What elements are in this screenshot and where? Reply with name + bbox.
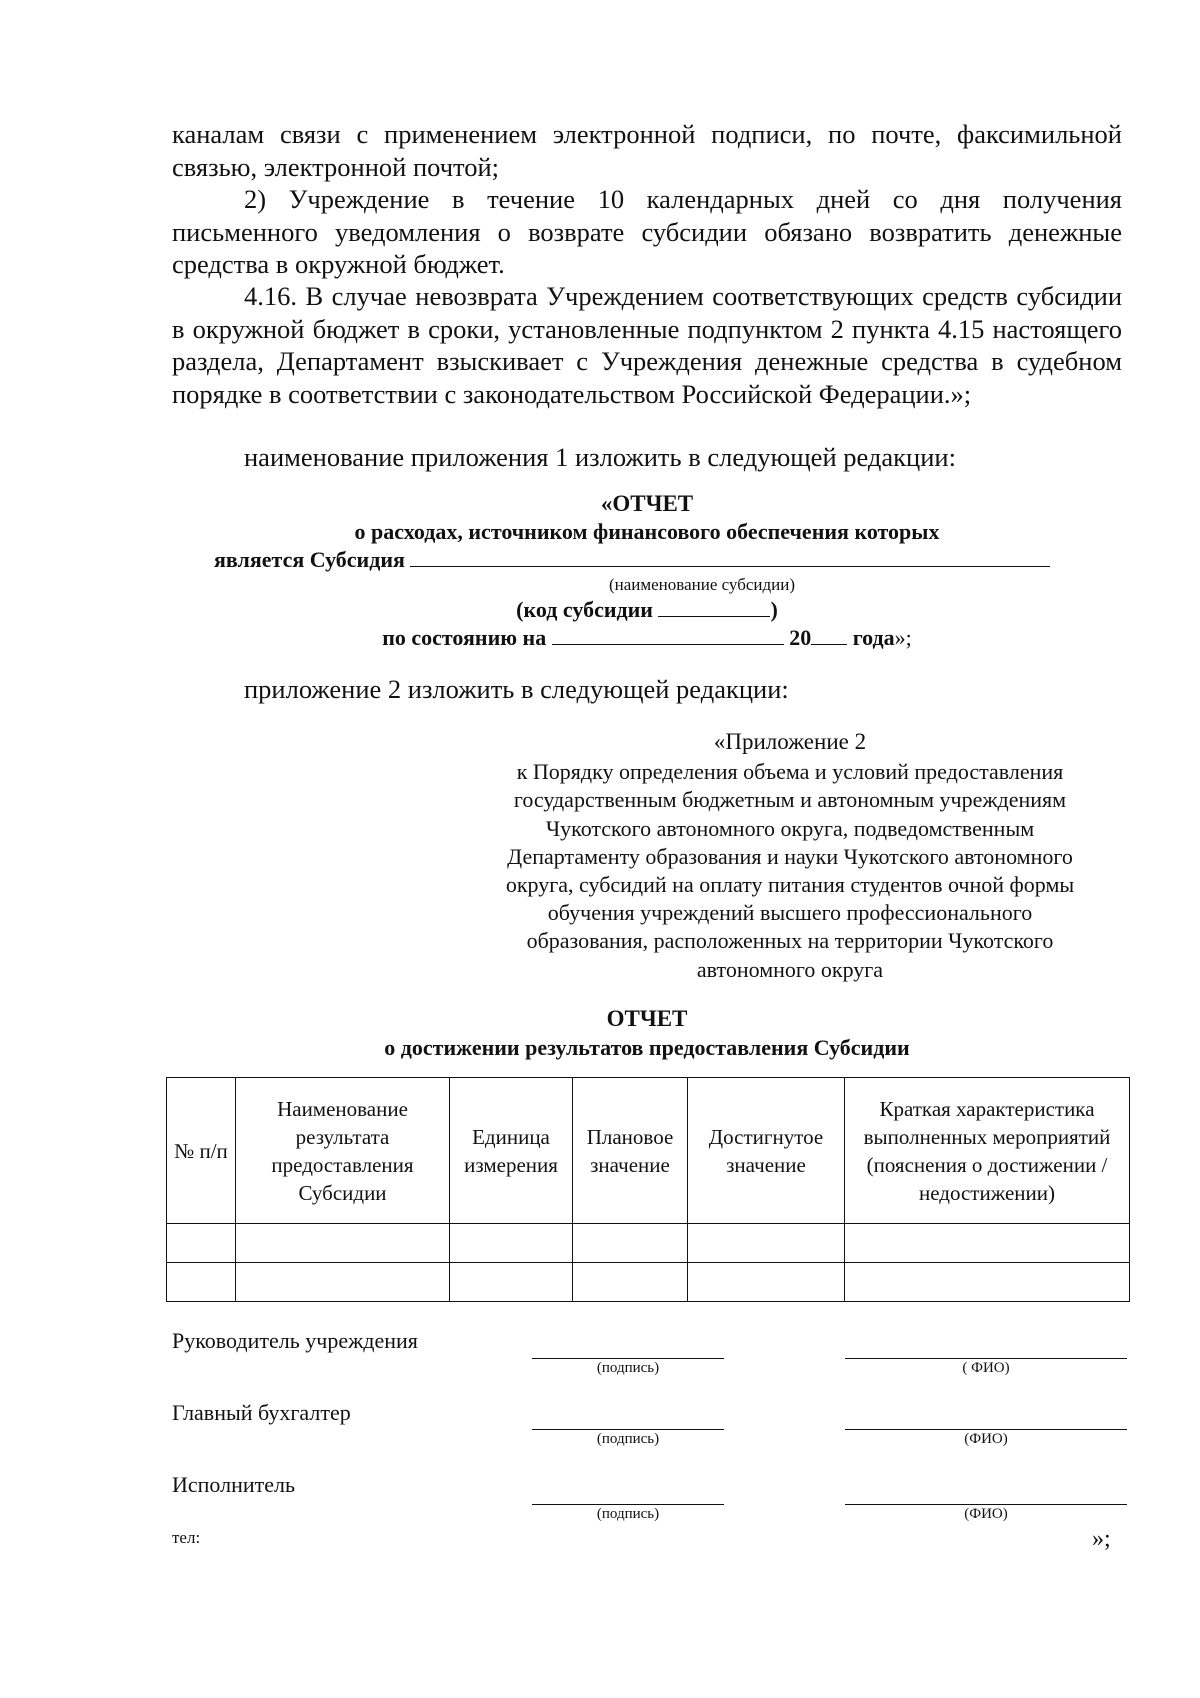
report1-title: «ОТЧЕТ — [600, 491, 694, 516]
signature-role-executor: Исполнитель — [172, 1472, 296, 1497]
report1-date-end: »; — [894, 625, 912, 650]
report1-date-line — [172, 624, 1122, 652]
table-cell — [450, 1224, 573, 1263]
results-table — [166, 1077, 1130, 1302]
table-cell — [236, 1224, 450, 1263]
table-row — [167, 1224, 1130, 1263]
appendix-line: Чукотского автономного округа, подведомственным — [545, 815, 1035, 841]
signature-caption: (подпись) — [596, 1431, 660, 1447]
signature-caption: (подпись) — [596, 1360, 660, 1376]
table-header-row — [167, 1078, 1130, 1224]
paragraph-continuation: каналам связи с применением электронной подписи, по почте, факсимильной связью, электронной почтой; — [172, 119, 1122, 182]
table-cell — [845, 1263, 1130, 1302]
table-cell — [688, 1263, 845, 1302]
col-header-planned: Плановое значение — [573, 1078, 688, 1224]
tel-label: тел: — [172, 1528, 201, 1547]
appendix-line: автономного округа — [696, 956, 884, 982]
subsidy-code-line — [658, 598, 770, 617]
table-cell — [845, 1224, 1130, 1263]
report1-line2-text: является Субсидия — [214, 547, 405, 572]
col-header-unit: Единица измерения — [450, 1078, 573, 1224]
report2-heading — [172, 1004, 1122, 1062]
signature-line — [532, 1504, 724, 1505]
appendix-line: обучения учреждений высшего профессионального — [547, 900, 1033, 926]
report1-line2 — [172, 546, 1122, 574]
report1-year-prefix: 20 — [789, 625, 812, 650]
appendix-line: образования, расположенных на территории Чукотского — [526, 928, 1054, 954]
signature-role-accountant: Главный бухгалтер — [172, 1400, 351, 1425]
table-cell — [573, 1224, 688, 1263]
table-cell — [236, 1263, 450, 1302]
subsidy-name-line — [410, 548, 1050, 567]
appendix-line: государственным бюджетным и автономным учреждениям — [513, 787, 1067, 813]
appendix-line: к Порядку определения объема и условий предоставления — [516, 759, 1064, 785]
report1-code-line — [172, 596, 1122, 624]
table-cell — [573, 1263, 688, 1302]
name-caption: (ФИО) — [964, 1431, 1008, 1447]
appendix-line: «Приложение 2 — [713, 729, 867, 754]
name-line — [845, 1429, 1127, 1430]
report-year-line — [811, 626, 847, 645]
col-header-description: Краткая характеристика выполненных мероприятий (пояснения о достижении / недостижении) — [845, 1078, 1130, 1224]
paragraph-4-16: 4.16. В случае невозврата Учреждением соответствующих средств субсидии в окружной бюджет в сроки, установленные подпунктом 2 пункта 4.15 настоящего раздела, Департамент взыскивает с Учреждения денежные средства в судебном порядке в соответствии с законодательством Российской Федерации.»; — [172, 281, 1122, 409]
report1-heading — [172, 490, 1122, 652]
appendix-line: Департаменту образования и науки Чукотского автономного — [507, 843, 1073, 869]
table-cell — [167, 1263, 236, 1302]
signature-role-head: Руководитель учреждения — [172, 1328, 418, 1353]
report1-code-text: (код субсидии — [516, 597, 653, 622]
signature-line — [532, 1358, 724, 1359]
table-cell — [688, 1224, 845, 1263]
report1-line1: о расходах, источником финансового обеспечения которых — [354, 519, 940, 544]
report1-year-text: года — [852, 625, 895, 650]
name-caption: ( ФИО) — [962, 1360, 1010, 1376]
report-date-line — [552, 626, 784, 645]
closing-quote: »; — [1092, 1526, 1111, 1552]
table-row — [167, 1263, 1130, 1302]
report2-subtitle: о достижении результатов предоставления Субсидии — [384, 1035, 910, 1060]
report1-caption: (наименование субсидии) — [608, 575, 796, 594]
table-cell — [167, 1224, 236, 1263]
paragraph-item-2: 2) Учреждение в течение 10 календарных дней со дня получения письменного уведомления о возврате субсидии обязано возвратить денежные средства в окружной бюджет. — [172, 184, 1122, 279]
paragraph-annex2-instruction: приложение 2 изложить в следующей редакции: — [244, 674, 789, 704]
report1-date-text: по состоянию на — [382, 625, 547, 650]
report2-title: ОТЧЕТ — [606, 1006, 688, 1031]
name-line — [845, 1358, 1127, 1359]
col-header-achieved: Достигнутое значение — [688, 1078, 845, 1224]
table-cell — [450, 1263, 573, 1302]
name-caption: (ФИО) — [964, 1506, 1008, 1522]
signature-caption: (подпись) — [596, 1506, 660, 1522]
col-header-result-name: Наименование результата предоставления Субсидии — [236, 1078, 450, 1224]
report1-code-close: ) — [770, 597, 778, 622]
paragraph-annex1-instruction: наименование приложения 1 изложить в следующей редакции: — [244, 442, 956, 472]
signature-line — [532, 1429, 724, 1430]
col-header-number: № п/п — [167, 1078, 236, 1224]
name-line — [845, 1504, 1127, 1505]
appendix-line: округа, субсидий на оплату питания студентов очной формы — [505, 872, 1075, 898]
appendix-header — [460, 728, 1120, 984]
